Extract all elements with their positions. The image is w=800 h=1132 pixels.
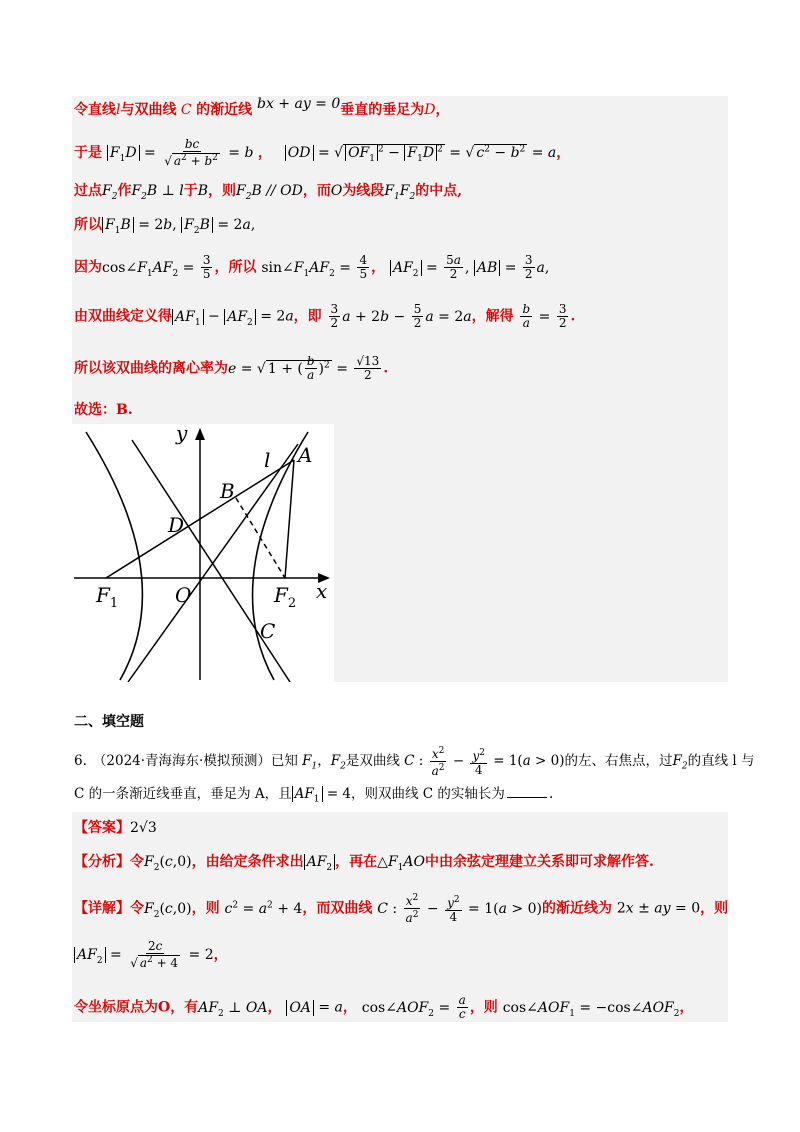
solution-line-1: 令直线l与双曲线 C 的渐近线 bx + ay = 0垂直的垂足为D， [74,96,450,118]
solution-line-2: 于是 $F_1D$ = $\frac{bc}{√ a^2 + b^2}$ = b ， OD = √ $OF_1^2 - F_1D$ $^2$ = √ $c^2 - b^2 = a$， [74,137,571,168]
label-F1: $F_1$ [96,583,119,611]
detail-line-3: 令坐标原点为O，有$AF_2$ ⊥ OA， OA = a， $\cos\angle AOF_2$ = $\frac{a}{c}$ ，则 $\cos\angle AOF_1$ = $-\cos\angle AOF_2$， [74,993,694,1021]
detail-line-1: 【详解】令$F_2(c,0)$，则 $c^2 = a^2 + 4$，而双曲线 C : $\frac{x^2}{a^2}$ − $\frac{y^2}{4}$ = 1(a > 0)的渐近线为 2x ± ay = 0，则 [74,893,729,925]
label-A: A [298,443,313,467]
label-D: D [168,513,185,537]
answer-choice: 故选：B. [74,402,133,418]
question-6-line-2: C 的一条渐近线垂直，垂足为 A，且 $AF_1 = 4$，则双曲线 C 的实轴长为 . [74,786,554,805]
section-title: 二、填空题 [74,714,144,730]
figure-background [72,424,334,682]
answer-line: 【答案】2√3 [74,820,157,836]
hyperbola-figure [72,424,334,682]
solution-line-5: 因为$\cos\angle F_1AF_2$ = $\frac{3}{5}$ ，所以 $\sin\angle F_1AF_2$ = $\frac{4}{5}$ ， $AF_2$ = $\frac{5a}{2}$ , AB = $\frac{3}{2}$ a, [74,253,550,281]
solution-line-4: 所以 $F_1B = 2b$, $F_2B = 2a$, [74,217,256,236]
question-6-line-1: 6. （2024·青海海东·模拟预测）已知 $F_1$，$F_2$是双曲线 C : $\frac{x^2}{a^2}$ − $\frac{y^2}{4}$ = 1(a > 0)的左、右焦点，过$F_2$的直线 l 与 [74,746,755,778]
label-O: O [175,583,192,607]
solution-line-3: 过点$F_2$作$F_2B$ ⊥ l于B，则$F_2B$ // OD，而O为线段$F_1F_2$的中点, [74,183,463,202]
label-y: y [176,424,188,445]
analysis-line: 【分析】令$F_2(c,0)$，由给定条件求出 $AF_2$ ，再在$\triangle F_1AO$中由余弦定理建立关系即可求解作答. [74,854,654,873]
label-F2: $F_2$ [274,583,297,611]
detail-line-2: $AF_2$ = $\frac{2c}{√ a^2 + 4}$ = 2， [74,940,228,971]
solution-line-7: 所以该双曲线的离心率为e = √ 1 + ( $\frac{b}{a}$ )$^2$ = $\frac{√13}{2}$ . [74,354,389,383]
answer-blank[interactable] [507,797,547,798]
label-l: l [264,448,271,472]
label-C: C [260,619,276,643]
solution-line-6: 由双曲线定义得 $AF_1 - AF_2 = 2a$，即 $\frac{3}{2}$ a + 2b − $\frac{5}{2}$ a = 2a，解得 $\frac{b}{a}$ = $\frac{3}{2}$ . [74,302,576,330]
label-x: x [316,579,328,603]
label-B: B [220,479,235,503]
